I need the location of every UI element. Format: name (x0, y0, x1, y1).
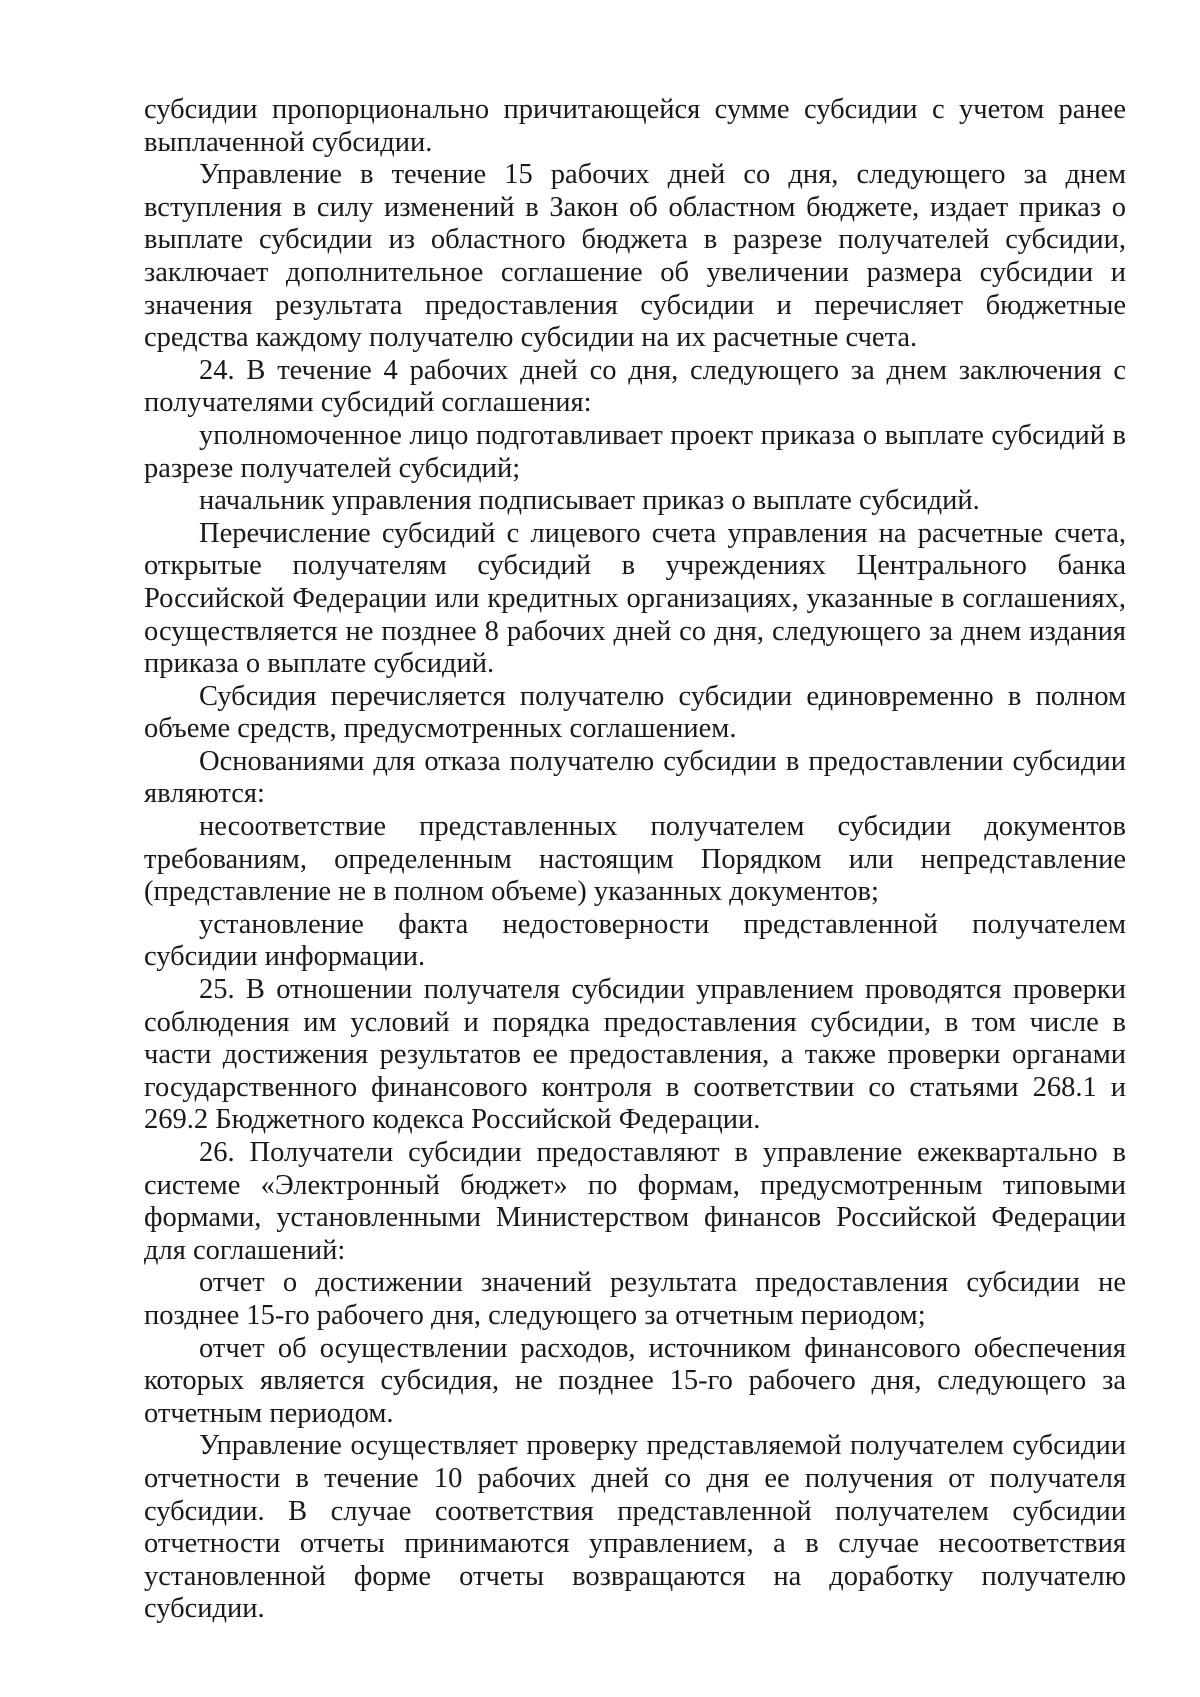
paragraph-report-expenses: отчет об осуществлении расходов, источником финансового обеспечения которых является субсидия, не позднее 15-го рабочего дня, следующего за отчетным периодом. (144, 1332, 1126, 1429)
paragraph-unreliable-info: установление факта недостоверности представленной получателем субсидии информации. (144, 908, 1126, 973)
paragraph-refusal-grounds: Основаниями для отказа получателю субсидии в предоставлении субсидии являются: (144, 745, 1126, 810)
paragraph-authorized-person: уполномоченное лицо подготавливает проект приказа о выплате субсидий в разрезе получателей субсидий; (144, 419, 1126, 484)
paragraph-report-results: отчет о достижении значений результата предоставления субсидии не позднее 15-го рабочего дня, следующего за отчетным периодом; (144, 1267, 1126, 1331)
paragraph-item-24: 24. В течение 4 рабочих дней со дня, следующего за днем заключения с получателями субсидий соглашения: (144, 354, 1126, 419)
paragraph-continuation: субсидии пропорционально причитающейся сумме субсидии с учетом ранее выплаченной субсидии. (144, 94, 1126, 158)
paragraph-verification: Управление осуществляет проверку представляемой получателем субсидии отчетности в течение 10 рабочих дней со дня ее получения от получателя субсидии. В случае соответствия представленной получателем субсидии отчетности отчеты принимаются управлением, а в случае несоответствия установленной форме отчеты возвращаются на доработку получателю субсидии. (144, 1430, 1126, 1625)
paragraph-lump-sum: Субсидия перечисляется получателю субсидии единовременно в полном объеме средств, предусмотренных соглашением. (144, 680, 1126, 745)
paragraph-noncompliance: несоответствие представленных получателем субсидии документов требованиям, определенным настоящим Порядком или непредставление (представление не в полном объеме) указанных документов; (144, 811, 1126, 908)
paragraph-head-signs: начальник управления подписывает приказ о выплате субсидий. (199, 485, 980, 517)
paragraph-item-25: 25. В отношении получателя субсидии управлением проводятся проверки соблюдения им условий и порядка предоставления субсидии, в том числе в части достижения результатов ее предоставления, а также проверки органами государственного финансового контроля в соответствии со статьями 268.1 и 269.2 Бюджетного кодекса Российской Федерации. (144, 974, 1126, 1136)
paragraph-transfer: Перечисление субсидий с лицевого счета управления на расчетные счета, открытые получателям субсидий в учреждениях Центрального банка Российской Федерации или кредитных организациях, указанные в соглашениях, осуществляется не позднее 8 рабочих дней со дня, следующего за днем издания приказа о выплате субсидий. (144, 517, 1126, 680)
paragraph-management-order: Управление в течение 15 рабочих дней со дня, следующего за днем вступления в силу изменений в Закон об областном бюджете, издает приказ о выплате субсидии из областного бюджета в разрезе получателей субсидии, заключает дополнительное соглашение об увеличении размера субсидии и значения результата предоставления субсидии и перечисляет бюджетные средства каждому получателю субсидии на их расчетные счета. (144, 159, 1126, 354)
paragraph-item-26: 26. Получатели субсидии предоставляют в управление ежеквартально в системе «Электронный бюджет» по формам, предусмотренным типовыми формами, установленными Министерством финансов Российской Федерации для соглашений: (144, 1137, 1126, 1266)
document-page (144, 94, 1126, 1626)
